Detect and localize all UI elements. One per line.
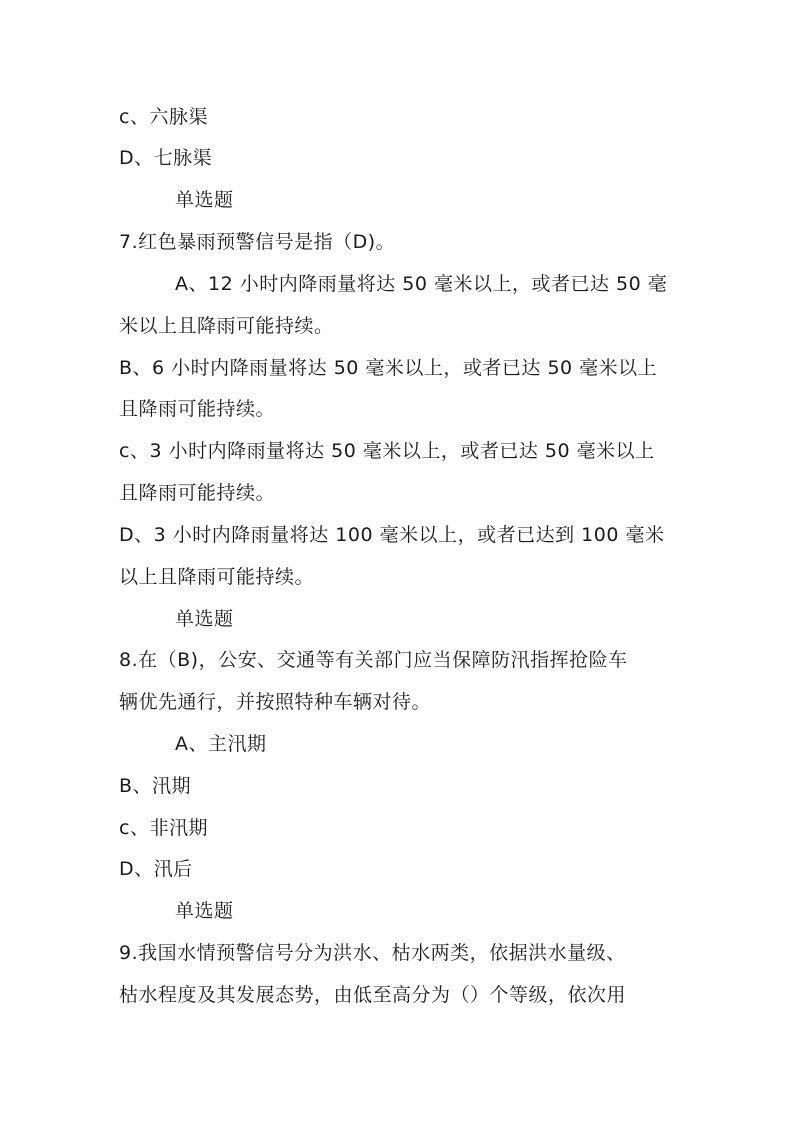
question-type-label: 单选题 [175, 189, 234, 211]
question-7-option-c-cont: 且降雨可能持续。 [119, 482, 276, 504]
option-d-line: D、七脉渠 [119, 147, 213, 169]
question-7-text: 7.红色暴雨预警信号是指（D)。 [119, 231, 396, 253]
question-9-text-cont: 枯水程度及其发展态势，由低至高分为（）个等级，依次用 [119, 984, 627, 1006]
question-7-option-b: B、6 小时内降雨量将达 50 毫米以上，或者已达 50 毫米以上 [119, 357, 658, 379]
question-8-text-cont: 辆优先通行，并按照特种车辆对待。 [119, 691, 432, 713]
question-8-option-a: A、主汛期 [175, 733, 267, 755]
question-8-option-b: B、汛期 [119, 775, 192, 797]
question-7-option-d: D、3 小时内降雨量将达 100 毫米以上，或者已达到 100 毫米 [119, 524, 665, 546]
question-8-option-d: D、汛后 [119, 858, 193, 880]
question-7-option-c: c、3 小时内降雨量将达 50 毫米以上，或者已达 50 毫米以上 [119, 440, 655, 462]
question-8-option-c: c、非汛期 [119, 817, 208, 839]
question-type-label: 单选题 [175, 900, 234, 922]
question-9-text: 9.我国水情预警信号分为洪水、枯水两类，依据洪水量级、 [119, 942, 626, 964]
question-type-label: 单选题 [175, 608, 234, 630]
question-7-option-a: A、12 小时内降雨量将达 50 毫米以上，或者已达 50 毫 [175, 273, 668, 295]
question-7-option-a-cont: 米以上且降雨可能持续。 [119, 315, 334, 337]
question-7-option-b-cont: 且降雨可能持续。 [119, 398, 276, 420]
option-c-line: c、六脉渠 [119, 106, 208, 128]
question-7-option-d-cont: 以上且降雨可能持续。 [119, 566, 315, 588]
question-8-text: 8.在（B)，公安、交通等有关部门应当保障防汛指挥抢险车 [119, 649, 628, 671]
